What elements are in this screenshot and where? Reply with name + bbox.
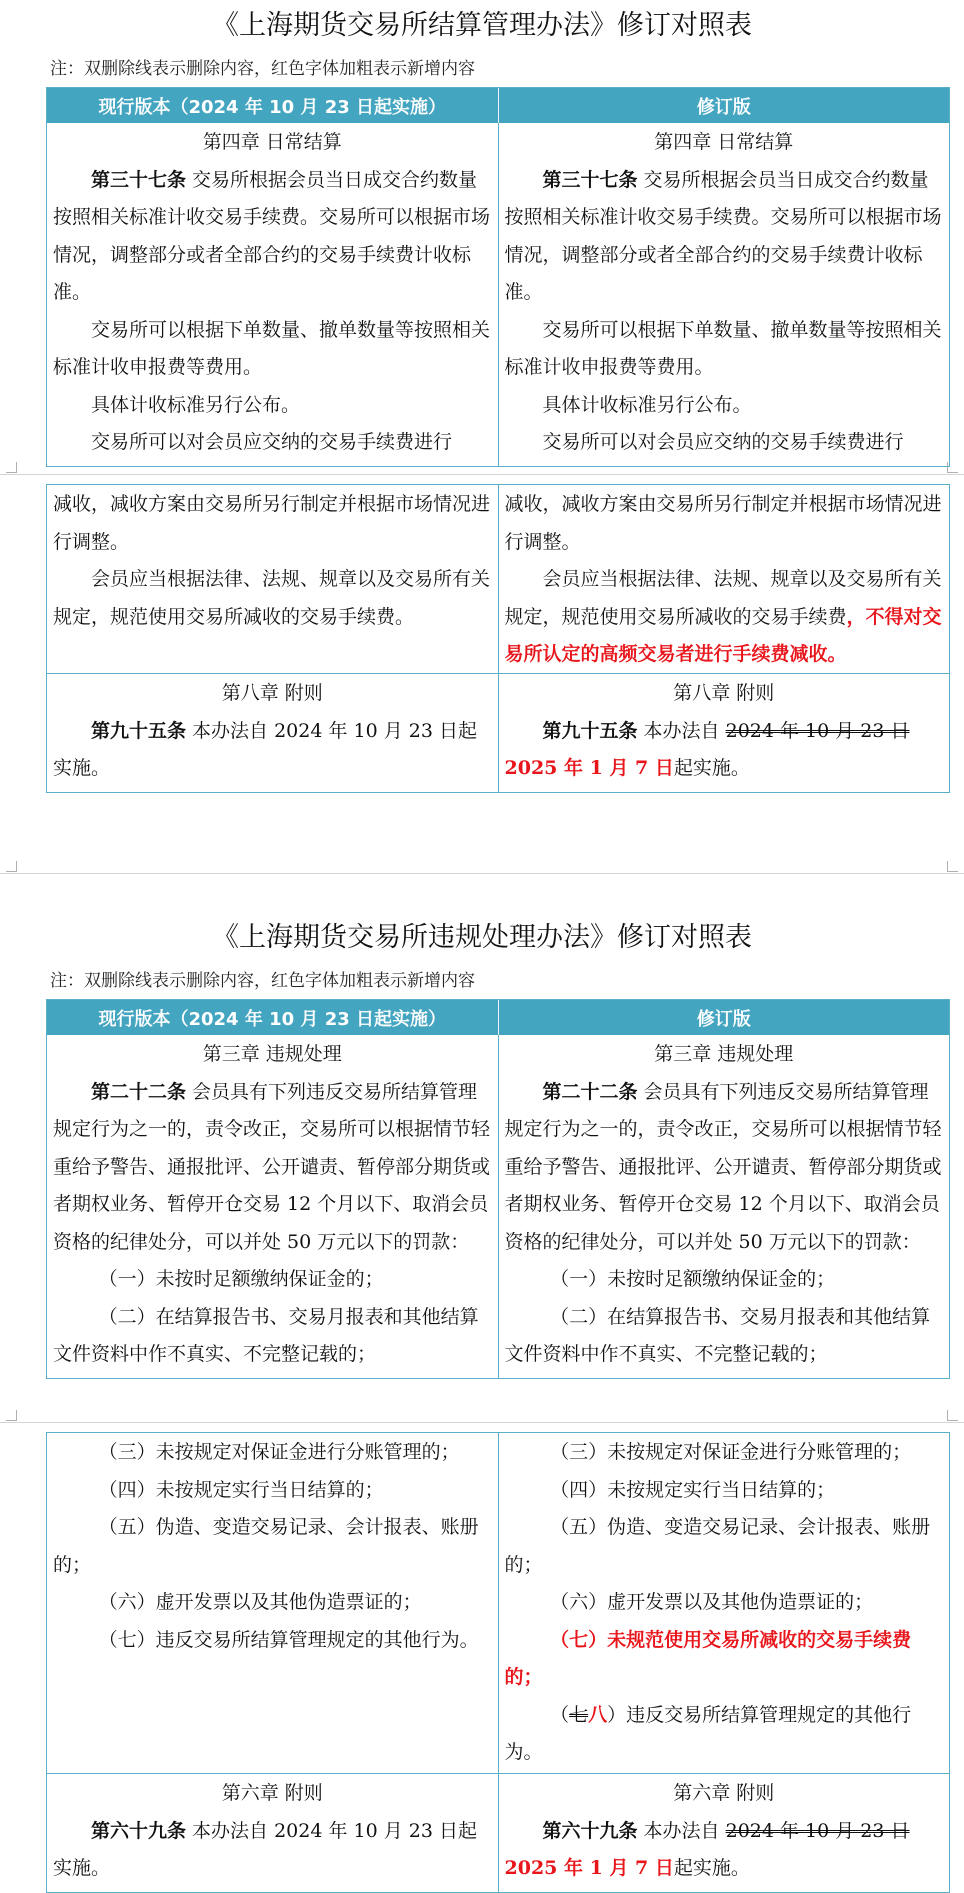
article-text: 本办法自 2024 年 10 月 23 日起实施。 (53, 719, 477, 779)
paragraph: 具体计收标准另行公布。 (542, 393, 752, 416)
table-row (47, 1035, 949, 1378)
list-text: ）违反交易所结算管理规定的其他行为。 (504, 1703, 912, 1763)
chapter-heading: 第六章 附则 (673, 1782, 775, 1804)
list-item: （五）伪造、变造交易记录、会计报表、账册的； (53, 1516, 479, 1576)
cell-revised (498, 1774, 950, 1892)
article-text: 本办法自 2024 年 10 月 23 日起实施。 (53, 1819, 477, 1879)
cell-current (47, 1433, 498, 1773)
deleted-text: 2024 年 10 月 23 日 (725, 1819, 910, 1842)
list-item: （三）未按规定对保证金进行分账管理的； (550, 1441, 912, 1463)
list-item: （四）未按规定实行当日结算的； (98, 1478, 384, 1501)
doc1-table-part2 (46, 484, 950, 793)
article-text: 会员具有下列违反交易所结算管理规定行为之一的，责令改正，交易所可以根据情节轻重给予警告、通报批评、公开谴责、暂停部分期货或者期权业务、暂停开仓交易 12 个月以下、取消会员资格的纪律处分，可以并处 50 万元以下的罚款： (504, 1080, 942, 1253)
list-item: （七）违反交易所结算管理规定的其他行为。 (98, 1628, 479, 1651)
article-label: 第三十七条 (91, 168, 187, 191)
article-label: 第六十九条 (542, 1819, 638, 1842)
chapter-heading: 第三章 违规处理 (202, 1043, 342, 1065)
added-text: ，不得对交易所认定的高频交易者进行手续费减收。 (504, 605, 942, 665)
doc1-note: 注：双删除线表示删除内容，红色字体加粗表示新增内容 (50, 59, 475, 79)
article-text: 交易所根据会员当日成交合约数量按照相关标准计收交易手续费。交易所可以根据市场情况，调整部分或者全部合约的交易手续费计收标准。 (53, 168, 491, 303)
cell-revised (498, 1433, 950, 1773)
article-text: 交易所根据会员当日成交合约数量按照相关标准计收交易手续费。交易所可以根据市场情况，调整部分或者全部合约的交易手续费计收标准。 (504, 168, 942, 303)
cell-revised (498, 1035, 950, 1378)
article-22 (505, 1074, 944, 1262)
added-text: 2025 年 1 月 7 日 (504, 1857, 674, 1879)
page-corner-mark (6, 462, 17, 473)
article-text: 本办法自 (637, 1819, 726, 1842)
paragraph: 具体计收标准另行公布。 (91, 393, 301, 416)
list-item: （一）未按时足额缴纳保证金的； (98, 1268, 384, 1290)
doc2-table-part1 (46, 999, 950, 1379)
doc2-table-part2 (46, 1432, 950, 1893)
list-item: （六）虚开发票以及其他伪造票证的； (550, 1591, 874, 1613)
page-corner-mark (947, 1410, 958, 1421)
header-revised-version: 修订版 (498, 1000, 950, 1035)
article-22 (53, 1074, 492, 1262)
table-row (47, 673, 949, 792)
doc1-table-part1 (46, 87, 950, 467)
article-69 (53, 1813, 492, 1888)
article-text: 起实施。 (673, 1857, 750, 1879)
cell-current (47, 485, 498, 673)
article-text: 会员具有下列违反交易所结算管理规定行为之一的，责令改正，交易所可以根据情节轻重给予警告、通报批评、公开谴责、暂停部分期货或者期权业务、暂停开仓交易 12 个月以下、取消会员资格的纪律处分，可以并处 50 万元以下的罚款： (53, 1080, 491, 1253)
article-label: 第九十五条 (91, 719, 187, 742)
paragraph: 交易所可以根据下单数量、撤单数量等按照相关标准计收申报费等费用。 (504, 318, 942, 378)
list-item: （四）未按规定实行当日结算的； (550, 1478, 836, 1501)
chapter-heading: 第三章 违规处理 (654, 1043, 794, 1065)
deleted-text: 七 (569, 1703, 589, 1726)
cell-revised (498, 485, 950, 673)
doc2-note: 注：双删除线表示删除内容，红色字体加粗表示新增内容 (50, 971, 475, 991)
paragraph: 交易所可以对会员应交纳的交易手续费进行 (542, 431, 904, 453)
table-row (47, 1433, 949, 1773)
article-95 (505, 713, 944, 788)
paragraph: 减收，减收方案由交易所另行制定并根据市场情况进行调整。 (53, 493, 491, 553)
paragraph-revised (505, 561, 944, 673)
deleted-text: 2024 年 10 月 23 日 (725, 719, 910, 742)
list-text: （ (550, 1703, 570, 1726)
list-item: （二）在结算报告书、交易月报表和其他结算文件资料中作不真实、不完整记载的； (53, 1305, 479, 1365)
cell-revised (498, 674, 950, 792)
paragraph-text: 会员应当根据法律、法规、规章以及交易所有关规定，规范使用交易所减收的交易手续费 (504, 568, 942, 628)
paragraph: 交易所可以根据下单数量、撤单数量等按照相关标准计收申报费等费用。 (53, 318, 491, 378)
article-label: 第三十七条 (542, 168, 638, 191)
article-37 (505, 162, 944, 312)
paragraph: 会员应当根据法律、法规、规章以及交易所有关规定，规范使用交易所减收的交易手续费。 (53, 568, 491, 628)
chapter-heading: 第四章 日常结算 (202, 131, 342, 153)
list-item: （二）在结算报告书、交易月报表和其他结算文件资料中作不真实、不完整记载的； (504, 1305, 931, 1365)
page-break-2 (0, 873, 964, 874)
table-row (47, 1773, 949, 1892)
article-95 (53, 713, 492, 788)
list-item (505, 1697, 944, 1772)
paragraph: 减收，减收方案由交易所另行制定并根据市场情况进行调整。 (504, 493, 942, 553)
article-label: 第二十二条 (91, 1080, 187, 1103)
list-item: （三）未按规定对保证金进行分账管理的； (98, 1441, 460, 1463)
cell-current (47, 674, 498, 792)
table-header (47, 88, 949, 123)
article-69 (505, 1813, 944, 1888)
cell-current (47, 1035, 498, 1378)
article-label: 第九十五条 (542, 719, 638, 742)
list-item: （五）伪造、变造交易记录、会计报表、账册的； (504, 1516, 931, 1576)
article-label: 第六十九条 (91, 1819, 187, 1842)
list-item-added: （七）未规范使用交易所减收的交易手续费的； (504, 1628, 912, 1688)
paragraph: 交易所可以对会员应交纳的交易手续费进行 (91, 431, 453, 453)
doc2-title: 《上海期货交易所违规处理办法》修订对照表 (212, 922, 752, 953)
list-item: （六）虚开发票以及其他伪造票证的； (98, 1591, 422, 1613)
page-corner-mark (6, 1410, 17, 1421)
article-text: 本办法自 (637, 719, 726, 742)
page-corner-mark (947, 861, 958, 872)
cell-current (47, 123, 498, 466)
table-header (47, 1000, 949, 1035)
chapter-heading: 第四章 日常结算 (654, 131, 794, 153)
added-text: 八 (588, 1703, 608, 1726)
page-break-3 (0, 1422, 964, 1423)
list-item: （一）未按时足额缴纳保证金的； (550, 1268, 836, 1290)
cell-current (47, 1774, 498, 1892)
article-text: 起实施。 (673, 757, 750, 779)
header-current-version: 现行版本（2024 年 10 月 23 日起实施） (98, 96, 447, 118)
article-37 (53, 162, 492, 312)
table-row (47, 123, 949, 466)
chapter-heading: 第八章 附则 (221, 682, 323, 704)
table-row (47, 485, 949, 673)
chapter-heading: 第六章 附则 (221, 1782, 323, 1804)
page-corner-mark (6, 861, 17, 872)
header-current-version: 现行版本（2024 年 10 月 23 日起实施） (98, 1008, 447, 1030)
added-text: 2025 年 1 月 7 日 (504, 757, 674, 779)
chapter-heading: 第八章 附则 (673, 682, 775, 704)
page-break-1 (0, 474, 964, 475)
cell-revised (498, 123, 950, 466)
article-label: 第二十二条 (542, 1080, 638, 1103)
header-revised-version: 修订版 (498, 88, 950, 123)
doc1-title: 《上海期货交易所结算管理办法》修订对照表 (212, 10, 752, 41)
